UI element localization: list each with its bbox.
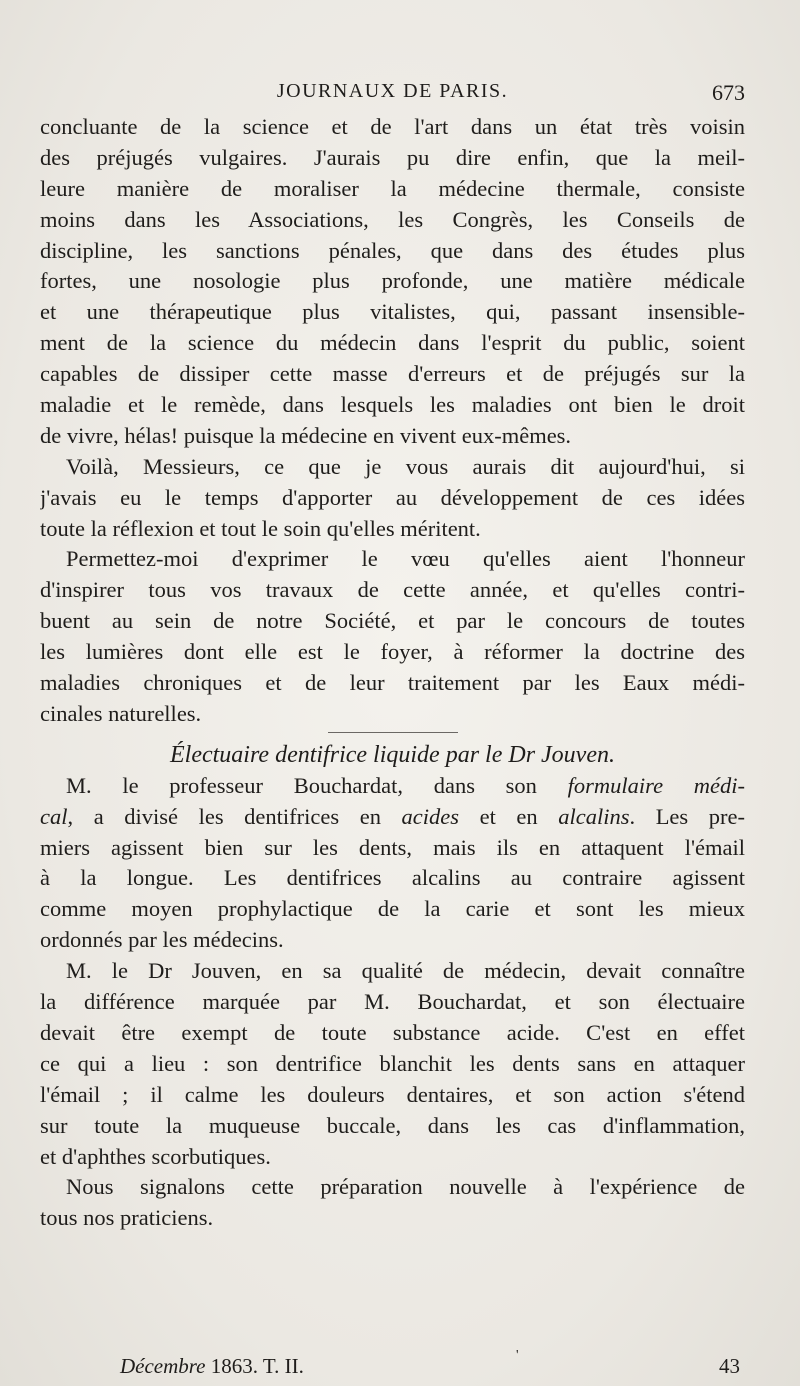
text-line: comme moyen prophylactique de la carie et sont les mieux [40,896,745,922]
text-line: M. le Dr Jouven, en sa qualité de médecin, devait connaître [66,958,745,984]
text-line: cinales naturelles. [40,700,202,726]
page-header [40,80,745,112]
text-line: de vivre, hélas! puisque la médecine en vivent eux-mêmes. [40,422,572,448]
text-line: à la longue. Les dentifrices alcalins au contraire agissent [40,865,745,891]
paragraphs-bottom [40,956,745,1234]
text-line: buent au sein de notre Société, et par le concours de toutes [40,608,745,634]
text-line: ce qui a lieu : son dentrifice blanchit les dents sans en attaquer [40,1050,745,1076]
italic-run: formulaire médi- [567,772,745,798]
running-head: JOURNAUX DE PARIS. [276,80,509,102]
footer-tick-mark: ' [516,1348,519,1363]
text-line: devait être exempt de toute substance acide. C'est en effet [40,1019,745,1045]
text-line: j'avais eu le temps d'apporter au développement de ces idées [40,484,745,510]
text-line: et d'aphthes scorbutiques. [40,1143,271,1169]
text-line: des préjugés vulgaires. J'aurais pu dire enfin, que la meil- [40,144,745,170]
text-line: moins dans les Associations, les Congrès, les Conseils de [40,206,745,232]
text-line: l'émail ; il calme les douleurs dentaires, et son action s'étend [40,1081,745,1107]
paragraph-bouchardat [40,771,745,956]
text-line: fortes, une nosologie plus profonde, une matière médicale [40,268,745,294]
text-line: sur toute la muqueuse buccale, dans les cas d'inflammation, [40,1112,745,1138]
text-line: ordonnés par les médecins. [40,927,284,953]
text-run: . Les pre- [629,803,745,829]
text-line: Nous signalons cette préparation nouvelle à l'expérience de [66,1174,745,1200]
paragraph [40,544,745,729]
text-line: miers agissent bien sur les dents, mais ils en attaquent l'émail [40,834,745,860]
text-line: les lumières dont elle est le foyer, à réformer la doctrine des [40,639,745,665]
text-line [40,802,745,833]
page-number: 673 [712,80,745,105]
text-run: M. le professeur Bouchardat, dans son [66,772,568,798]
paragraph [40,1172,745,1234]
text-run: , a divisé les dentifrices en [67,803,402,829]
section-divider [328,732,458,733]
paragraph [40,956,745,1172]
footer-year-tome: 1863. T. II. [205,1354,304,1378]
text-line: leure manière de moraliser la médecine thermale, consiste [40,175,745,201]
text-line: la différence marquée par M. Bouchardat, et son électuaire [40,989,745,1015]
footer-month: Décembre [120,1354,206,1378]
text-line: et une thérapeutique plus vitalistes, qui, passant insensible- [40,299,745,325]
text-line [40,771,745,802]
paragraph [40,112,745,452]
text-line: toute la réflexion et tout le soin qu'elles méritent. [40,515,481,541]
text-line: concluante de la science et de l'art dans un état très voisin [40,114,745,139]
paragraph [40,452,745,545]
text-line: capables de dissiper cette masse d'erreurs et de préjugés sur la [40,361,745,387]
text-line: Permettez-moi d'exprimer le vœu qu'elles aient l'honneur [66,546,745,572]
body-text [40,112,745,1234]
text-line: Voilà, Messieurs, ce que je vous aurais dit aujourd'hui, si [66,453,745,479]
italic-run: cal [40,803,68,829]
text-line: ment de la science du médecin dans l'esprit du public, soient [40,330,745,356]
text-run: et en [459,803,559,829]
page-footer [120,1348,740,1384]
paragraphs-top [40,112,745,730]
italic-run: acides [401,803,460,829]
signature-mark: 43 [719,1354,740,1378]
text-line: maladie et le remède, dans lesquels les maladies ont bien le droit [40,392,745,418]
section-title: Électuaire dentifrice liquide par le Dr Jouven. [170,741,615,768]
text-line: d'inspirer tous vos travaux de cette année, et qu'elles contri- [40,577,745,603]
text-line: tous nos praticiens. [40,1205,214,1231]
italic-run: alcalins [558,803,630,829]
text-line: discipline, les sanctions pénales, que dans des études plus [40,237,745,263]
text-line: maladies chroniques et de leur traitement par les Eaux médi- [40,670,745,696]
